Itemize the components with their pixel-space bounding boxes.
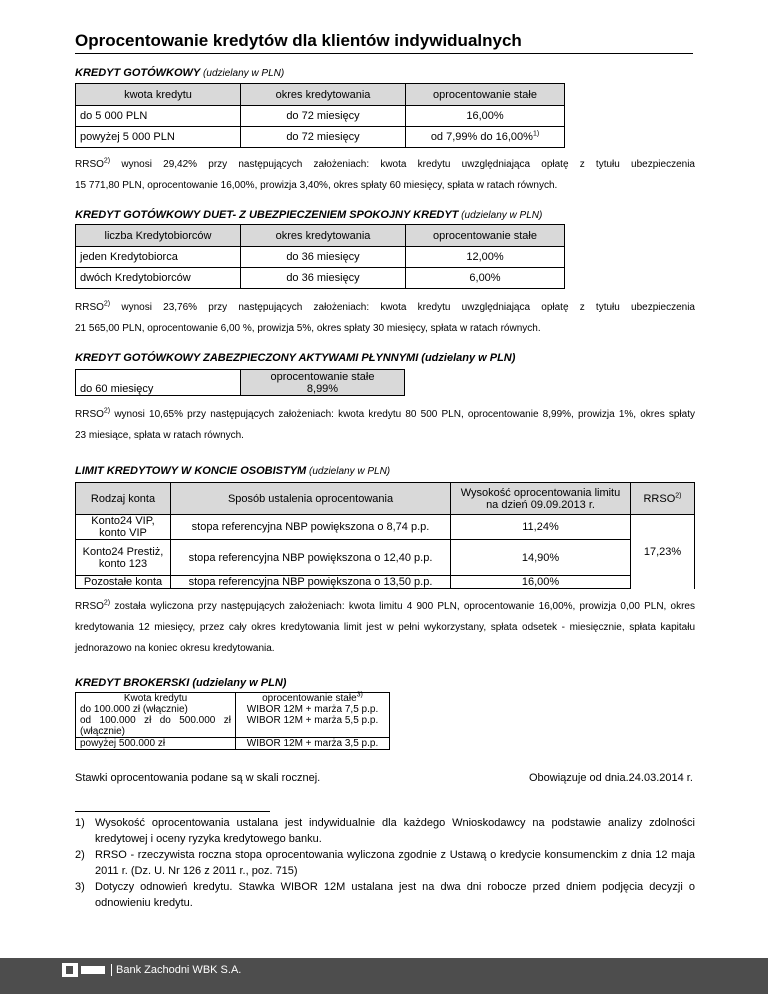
rrso-text: została wyliczona przy następujących założeniach: kwota limitu 4 900 PLN, oprocentowanie 16,00%, prowizja 0,00 PLN, okres bbox=[110, 601, 695, 612]
rate-label: oprocentowanie stałe bbox=[270, 370, 375, 383]
col-header: oprocentowanie stałe bbox=[406, 84, 565, 106]
footnote-number: 3) bbox=[75, 881, 85, 893]
table-cell: do 100.000 zł (włącznie) bbox=[76, 704, 236, 715]
footnote-number: 1) bbox=[75, 817, 85, 829]
table-cell bbox=[406, 127, 565, 148]
table-kredyt-zabezpieczony bbox=[75, 369, 405, 396]
table-cell: stopa referencyjna NBP powiększona o 12,40 p.p. bbox=[171, 540, 451, 576]
table-cell: dwóch Kredytobiorców bbox=[76, 268, 241, 289]
section-heading-limit-kredytowy bbox=[75, 465, 390, 477]
footnote-text: Wysokość oprocentowania ustalana jest indywidualnie dla każdego Wnioskodawcy na podstawie analizy zdolności kredytowej i oceny ryzyka kredytowego banku. bbox=[95, 817, 695, 845]
table-cell: stopa referencyjna NBP powiększona o 13,50 p.p. bbox=[171, 576, 451, 589]
rrso-label: RRSO bbox=[75, 409, 104, 420]
col-header: oprocentowanie stałe bbox=[406, 225, 565, 247]
section-heading-kredyt-gotowkowy bbox=[75, 67, 284, 79]
rrso-text: wynosi 23,76% przy następujących założeniach: kwota kredytu uwzględniająca opłatę z tytułu ubezpieczenia bbox=[110, 302, 695, 313]
rrso-text: wynosi 10,65% przy następujących założeniach: kwota kredytu 80 500 PLN, oprocentowanie 8,99%, prowizja 1%, okres spłaty bbox=[110, 409, 695, 420]
rrso-label: RRSO bbox=[75, 601, 104, 612]
annual-rate-note: Stawki oprocentowania podane są w skali rocznej. bbox=[75, 772, 321, 784]
table-cell: 16,00% bbox=[451, 576, 631, 589]
table-cell bbox=[241, 370, 405, 396]
table-cell: WIBOR 12M + marża 5,5 p.p. bbox=[236, 715, 390, 738]
rrso-note-3 bbox=[75, 404, 695, 425]
rrso-note-4-line2: kredytowania 12 miesięcy, przez cały okres kredytowania limit jest w pełni wykorzystany, spłata odsetek - miesięcznie, spłata kapitału bbox=[75, 622, 695, 633]
footnote-ref: 2) bbox=[103, 599, 111, 607]
table-cell: 12,00% bbox=[406, 247, 565, 268]
rate-header: oprocentowanie stałe bbox=[262, 693, 357, 704]
col-header: okres kredytowania bbox=[241, 84, 406, 106]
col-header: Rodzaj konta bbox=[76, 483, 171, 515]
col-header bbox=[631, 483, 695, 515]
col-header bbox=[236, 693, 390, 705]
rrso-label: RRSO bbox=[75, 302, 104, 313]
col-header: okres kredytowania bbox=[241, 225, 406, 247]
table-kredyt-duet bbox=[75, 224, 565, 289]
table-cell: od 100.000 zł do 500.000 zł (włącznie) bbox=[76, 715, 236, 738]
section-subtitle: (udzielany w PLN) bbox=[306, 466, 391, 477]
table-cell: do 36 miesięcy bbox=[241, 268, 406, 289]
rrso-header: RRSO bbox=[643, 492, 676, 505]
section-subtitle: (udzielany w PLN) bbox=[458, 210, 543, 221]
section-subtitle: (udzielany w PLN) bbox=[200, 68, 285, 79]
bank-name: Bank Zachodni WBK S.A. bbox=[111, 964, 241, 976]
table-cell: powyżej 5 000 PLN bbox=[76, 127, 241, 148]
section-title: KREDYT GOTÓWKOWY DUET- Z UBEZPIECZENIEM SPOKOJNY KREDYT bbox=[75, 209, 459, 221]
bank-logo bbox=[62, 962, 241, 978]
rrso-value-cell: 17,23% bbox=[631, 515, 695, 589]
section-heading-kredyt-brokerski: KREDYT BROKERSKI (udzielany w PLN) bbox=[75, 677, 287, 689]
footnote-ref: 2) bbox=[675, 491, 682, 499]
table-cell: do 72 miesięcy bbox=[241, 106, 406, 127]
rrso-note-2-line2: 21 565,00 PLN, oprocentowanie 6,00 %, prowizja 5%, okres spłaty 30 miesięcy, spłata w ratach równych. bbox=[75, 323, 541, 334]
footnote-ref: 2) bbox=[103, 157, 111, 165]
footnote-number: 2) bbox=[75, 849, 85, 861]
col-header: Kwota kredytu bbox=[76, 693, 236, 705]
footnote-2 bbox=[75, 847, 695, 879]
col-header: kwota kredytu bbox=[76, 84, 241, 106]
table-cell: 6,00% bbox=[406, 268, 565, 289]
footnote-text: RRSO - rzeczywista roczna stopa oprocentowania wyliczona zgodnie z Ustawą o kredycie konsumenckim z dnia 12 maja 2011 r. (Dz. U. Nr 126 z 2011 r., poz. 715) bbox=[95, 849, 695, 877]
col-header: liczba Kredytobiorców bbox=[76, 225, 241, 247]
table-kredyt-gotowkowy bbox=[75, 83, 565, 148]
table-kredyt-brokerski bbox=[75, 692, 390, 750]
table-cell: WIBOR 12M + marża 7,5 p.p. bbox=[236, 704, 390, 715]
footnote-ref: 2) bbox=[103, 407, 111, 415]
table-cell: Konto24 Prestiż, konto 123 bbox=[76, 540, 171, 576]
table-cell: do 36 miesięcy bbox=[241, 247, 406, 268]
section-title: KREDYT GOTÓWKOWY bbox=[75, 67, 201, 79]
footnote-divider bbox=[75, 811, 270, 812]
table-cell: jeden Kredytobiorca bbox=[76, 247, 241, 268]
section-title: LIMIT KREDYTOWY W KONCIE OSOBISTYM bbox=[75, 465, 307, 477]
col-header: Sposób ustalenia oprocentowania bbox=[171, 483, 451, 515]
table-cell: powyżej 500.000 zł bbox=[76, 738, 236, 750]
rrso-note-4-line3: jednorazowo na koniec okresu kredytowania. bbox=[75, 643, 275, 654]
rrso-note-4 bbox=[75, 596, 695, 617]
table-cell: stopa referencyjna NBP powiększona o 8,74 p.p. bbox=[171, 515, 451, 540]
section-heading-kredyt-zabezpieczony: KREDYT GOTÓWKOWY ZABEZPIECZONY AKTYWAMI PŁYNNYMI (udzielany w PLN) bbox=[75, 352, 516, 364]
footnote-ref: 1) bbox=[532, 130, 540, 138]
table-limit-kredytowy bbox=[75, 482, 695, 589]
table-cell: do 72 miesięcy bbox=[241, 127, 406, 148]
section-heading-kredyt-duet bbox=[75, 209, 542, 221]
footnote-1 bbox=[75, 815, 695, 847]
rrso-note-3-line2: 23 miesiące, spłata w ratach równych. bbox=[75, 430, 244, 441]
bank-wordmark-icon bbox=[81, 966, 105, 974]
bank-logo-icon bbox=[62, 963, 78, 977]
footnote-text: Dotyczy odnowień kredytu. Stawka WIBOR 12M ustalana jest na dwa dni robocze przed dniem podjęcia decyzji o odnowieniu kredytu. bbox=[95, 881, 695, 909]
table-cell: do 60 miesięcy bbox=[76, 370, 241, 396]
page-title: Oprocentowanie kredytów dla klientów indywidualnych bbox=[75, 31, 693, 54]
table-cell: Pozostałe konta bbox=[76, 576, 171, 589]
rrso-label: RRSO bbox=[75, 159, 104, 170]
cell-value: od 7,99% do 16,00% bbox=[430, 131, 533, 143]
table-cell: Konto24 VIP, konto VIP bbox=[76, 515, 171, 540]
table-cell: 11,24% bbox=[451, 515, 631, 540]
footnote-ref: 3) bbox=[356, 691, 363, 699]
table-cell: 16,00% bbox=[406, 106, 565, 127]
rate-value: 8,99% bbox=[306, 382, 339, 395]
rrso-note-1-line2: 15 771,80 PLN, oprocentowanie 16,00%, prowizja 3,40%, okres spłaty 60 miesięcy, spłata w ratach równych. bbox=[75, 180, 558, 191]
footnote-ref: 2) bbox=[103, 300, 111, 308]
valid-from-note: Obowiązuje od dnia.24.03.2014 r. bbox=[529, 772, 693, 784]
table-cell: WIBOR 12M + marża 3,5 p.p. bbox=[236, 738, 390, 750]
table-cell: do 5 000 PLN bbox=[76, 106, 241, 127]
footnote-3 bbox=[75, 879, 695, 911]
col-header: Wysokość oprocentowania limitu na dzień 09.09.2013 r. bbox=[451, 483, 631, 515]
table-cell: 14,90% bbox=[451, 540, 631, 576]
rrso-note-2 bbox=[75, 297, 695, 318]
rrso-text: wynosi 29,42% przy następujących założeniach: kwota kredytu uwzględniająca opłatę z tytułu ubezpieczenia bbox=[110, 159, 695, 170]
rrso-note-1 bbox=[75, 154, 695, 175]
